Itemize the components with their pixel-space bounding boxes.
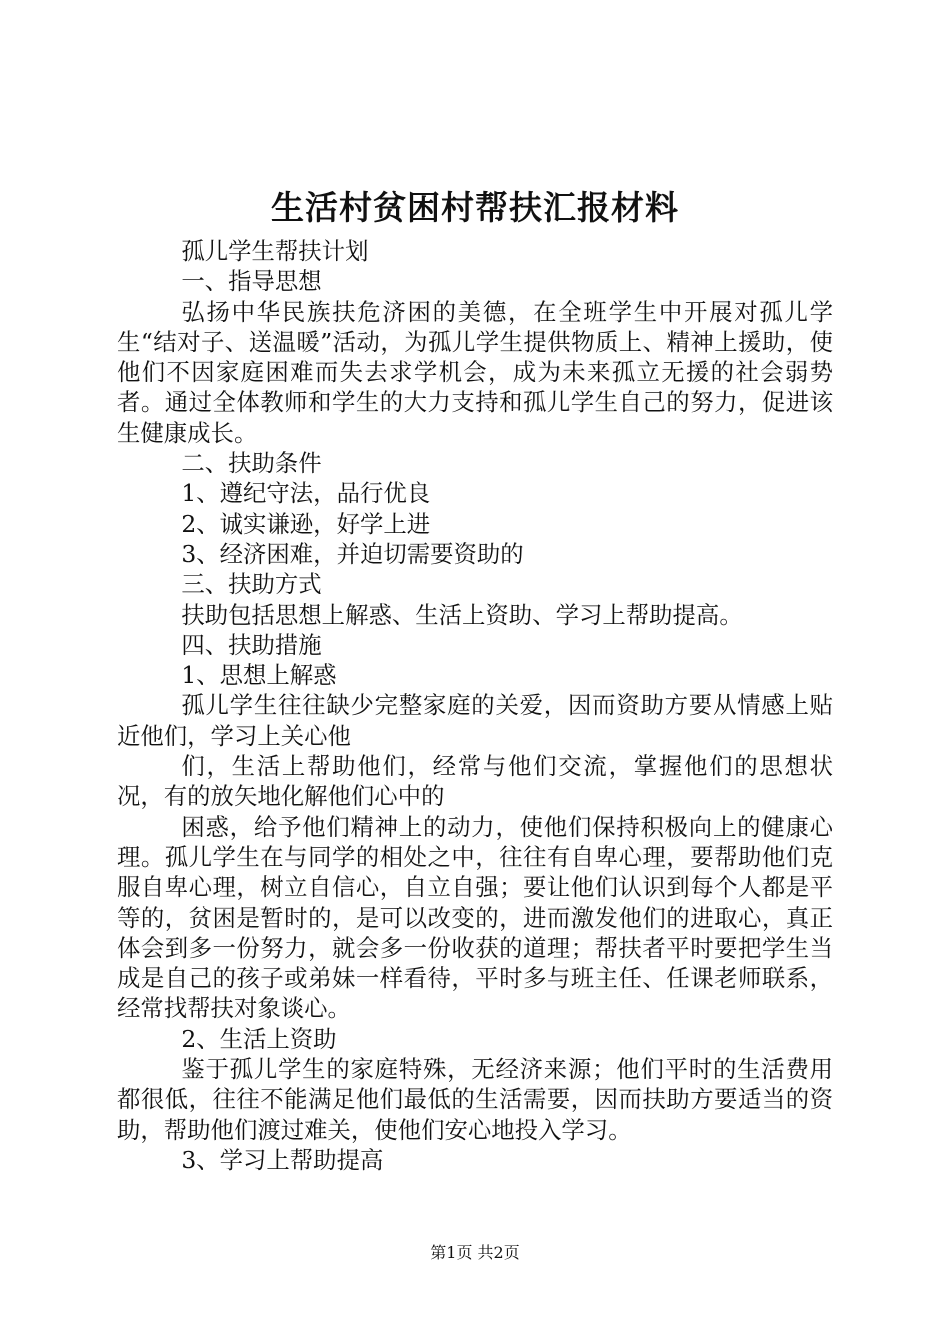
document-title: 生活村贫困村帮扶汇报材料: [271, 188, 679, 227]
section-heading: 二、扶助条件: [181, 449, 322, 478]
section-heading: 三、扶助方式: [181, 570, 322, 599]
paragraph: 们，生活上帮助他们，经常与他们交流，掌握他们的思想状况，有的放矢地化解他们心中的: [117, 752, 833, 811]
subsection-heading: 2、生活上资助: [181, 1024, 337, 1053]
paragraph: 孤儿学生帮扶计划: [181, 237, 369, 265]
paragraph: 鉴于孤儿学生的家庭特殊，无经济来源；他们平时的生活费用都很低，往往不能满足他们最低的生活需要，因而扶助方要适当的资助，帮助他们渡过难关，使他们安心地投入学习。: [117, 1055, 833, 1144]
paragraph: 孤儿学生往往缺少完整家庭的关爱，因而资助方要从情感上贴近他们，学习上关心他: [117, 691, 833, 750]
list-item: 2、诚实谦逊，好学上进: [181, 509, 431, 538]
paragraph: 扶助包括思想上解惑、生活上资助、学习上帮助提高。: [181, 600, 743, 629]
list-item: 1、遵纪守法，品行优良: [181, 479, 431, 508]
document-body: [117, 236, 833, 1175]
list-item: 3、经济困难，并迫切需要资助的: [181, 539, 524, 568]
paragraph: 弘扬中华民族扶危济困的美德，在全班学生中开展对孤儿学生“结对子、送温暖”活动，为孤儿学生提供物质上、精神上援助，使他们不因家庭困难而失去求学机会，成为未来孤立无援的社会弱势者。通过全体教师和学生的大力支持和孤儿学生自己的努力，促进该生健康成长。: [117, 297, 833, 447]
page-footer: 第1页 共2页: [430, 1243, 520, 1262]
subsection-heading: 1、思想上解惑: [181, 661, 337, 690]
subsection-heading: 3、学习上帮助提高: [181, 1145, 384, 1174]
section-heading: 一、指导思想: [181, 267, 322, 296]
section-heading: 四、扶助措施: [181, 630, 322, 659]
paragraph: 困惑，给予他们精神上的动力，使他们保持积极向上的健康心理。孤儿学生在与同学的相处之中，往往有自卑心理，要帮助他们克服自卑心理，树立自信心，自立自强；要让他们认识到每个人都是平等的，贫困是暂时的，是可以改变的，进而激发他们的进取心，真正体会到多一份努力，就会多一份收获的道理；帮扶者平时要把学生当成是自己的孩子或弟妹一样看待，平时多与班主任、任课老师联系，经常找帮扶对象谈心。: [117, 812, 833, 1023]
